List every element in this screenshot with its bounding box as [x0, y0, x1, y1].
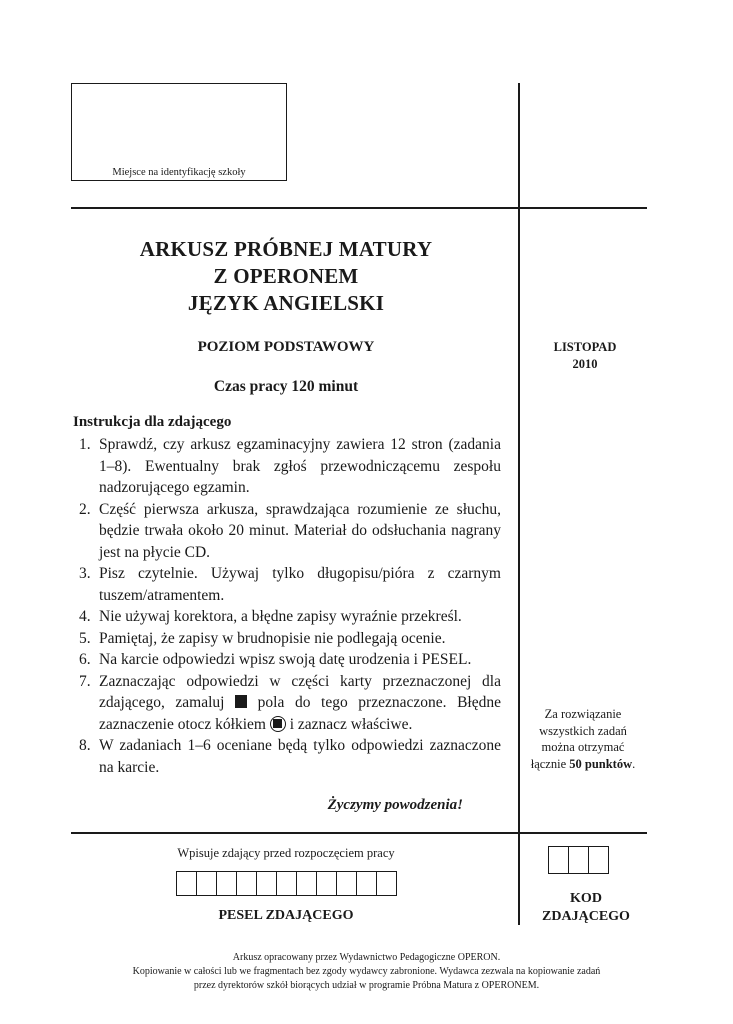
instruction-item — [73, 671, 501, 736]
exam-level: POZIOM PODSTAWOWY — [197, 339, 375, 355]
pesel-digit-cell[interactable] — [276, 871, 297, 896]
instruction-number: 2. — [79, 500, 91, 518]
pesel-digit-cell[interactable] — [376, 871, 397, 896]
instruction-text: i zaznacz właściwe. — [289, 715, 413, 733]
instruction-text: pola do tego przeznaczone. Błędne zaznaczenie otocz kółkiem — [99, 694, 501, 733]
pesel-note: Wpisuje zdający przed rozpoczęciem pracy — [177, 846, 395, 860]
footer-line-2: Kopiowanie w całości lub we fragmentach bez zgody wydawcy zabronione. Wydawca zezwala na kopiowanie zadań — [132, 966, 601, 977]
title-line-2: Z OPERONEM — [213, 264, 359, 288]
pesel-digit-cell[interactable] — [196, 871, 217, 896]
kod-digit-cell[interactable] — [568, 846, 589, 874]
instruction-item — [73, 628, 501, 650]
kod-label — [530, 890, 642, 926]
instruction-number: 8. — [79, 737, 91, 754]
pesel-digit-cell[interactable] — [256, 871, 277, 896]
top-horizontal-divider — [71, 207, 647, 209]
pesel-input-boxes[interactable] — [177, 871, 397, 896]
pesel-digit-cell[interactable] — [336, 871, 357, 896]
title-line-1: ARKUSZ PRÓBNEJ MATURY — [139, 237, 433, 261]
instruction-number: 5. — [79, 629, 91, 647]
pesel-digit-cell[interactable] — [216, 871, 237, 896]
instruction-number: 6. — [79, 651, 91, 668]
kod-input-boxes[interactable] — [549, 846, 609, 874]
instruction-text: Pamiętaj, że zapisy w brudnopisie nie podlegają ocenie. — [99, 629, 446, 647]
kod-label-line-2: ZDAJĄCEGO — [542, 909, 630, 924]
exam-title — [71, 236, 501, 317]
instruction-number: 1. — [79, 436, 91, 453]
exam-date — [530, 339, 640, 373]
kod-digit-cell[interactable] — [548, 846, 569, 874]
instruction-item — [73, 499, 501, 564]
pesel-label: PESEL ZDAJĄCEGO — [218, 908, 354, 923]
instruction-text: Sprawdź, czy arkusz egzaminacyjny zawiera 12 stron (zadania 1–8). Ewentualny brak zgłoś przewodniczącemu zespołu nadzorującego egzamin. — [99, 436, 501, 496]
instruction-text: Zaznaczając odpowiedzi w części karty przeznaczonej dla zdającego, zamaluj — [99, 672, 501, 711]
instructions-list — [73, 434, 501, 778]
points-suffix: . — [632, 756, 636, 771]
instruction-text: W zadaniach 1–6 oceniane będą tylko odpowiedzi zaznaczone na karcie. — [99, 737, 501, 776]
pesel-digit-cell[interactable] — [356, 871, 377, 896]
footer-notice — [40, 951, 693, 993]
pesel-digit-cell[interactable] — [236, 871, 257, 896]
footer-line-1: Arkusz opracowany przez Wydawnictwo Pedagogiczne OPERON. — [232, 952, 501, 963]
pesel-digit-cell[interactable] — [316, 871, 337, 896]
instruction-item — [73, 735, 501, 778]
bottom-horizontal-divider — [71, 832, 647, 834]
instruction-item — [73, 563, 501, 606]
title-line-3: JĘZYK ANGIELSKI — [187, 291, 385, 315]
instruction-item — [73, 434, 501, 499]
instruction-text: Część pierwsza arkusza, sprawdzająca rozumienie ze słuchu, będzie trwała około 20 minut. Materiał do odsłuchania nagrany jest na płycie CD. — [99, 500, 501, 561]
filled-square-icon — [235, 695, 247, 708]
instruction-text: Na karcie odpowiedzi wpisz swoją datę urodzenia i PESEL. — [99, 651, 472, 668]
points-value: 50 punktów — [569, 756, 633, 771]
school-id-label: Miejsce na identyfikację szkoły — [112, 167, 246, 178]
instruction-number: 7. — [79, 672, 91, 690]
kod-label-line-1: KOD — [570, 891, 602, 906]
circled-square-icon — [270, 716, 286, 732]
instruction-text: Pisz czytelnie. Używaj tylko długopisu/pióra z czarnym tuszem/atramentem. — [99, 565, 501, 604]
instruction-item — [73, 606, 501, 628]
kod-digit-cell[interactable] — [588, 846, 609, 874]
exam-year: 2010 — [572, 357, 598, 371]
instruction-number: 4. — [79, 608, 91, 625]
school-id-box — [71, 83, 287, 181]
instructions-heading: Instrukcja dla zdającego — [73, 414, 232, 430]
exam-time: Czas pracy 120 minut — [213, 378, 359, 395]
footer-line-3: przez dyrektorów szkół biorących udział w programie Próbna Matura z OPERONEM. — [193, 980, 540, 991]
instruction-item — [73, 649, 501, 671]
pesel-digit-cell[interactable] — [176, 871, 197, 896]
exam-month: LISTOPAD — [553, 340, 617, 354]
points-text: Za rozwiązanie wszystkich zadań można otrzymać łącznie — [530, 707, 627, 771]
instruction-number: 3. — [79, 565, 91, 582]
vertical-divider — [518, 83, 520, 925]
pesel-digit-cell[interactable] — [296, 871, 317, 896]
instruction-text: Nie używaj korektora, a błędne zapisy wyraźnie przekreśl. — [99, 608, 462, 625]
good-luck-message: Życzymy powodzenia! — [327, 797, 463, 813]
points-note — [527, 706, 639, 772]
